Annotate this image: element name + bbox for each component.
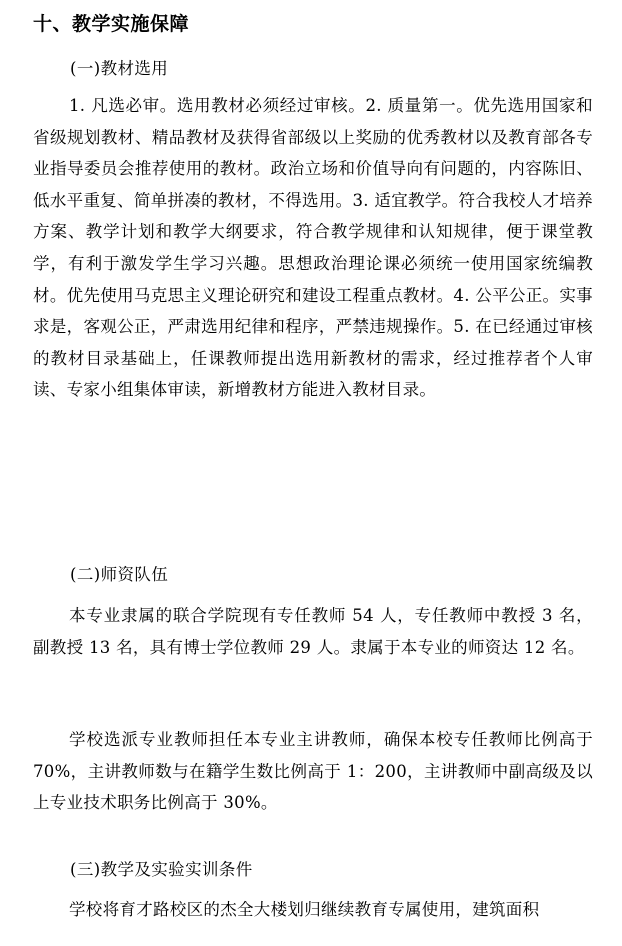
paragraph-textbook-selection: 1. 凡选必审。选用教材必须经过审核。2. 质量第一。优先选用国家和省级规划教材、精品教材及获得省部级以上奖励的优秀教材以及教育部各专业指导委员会推荐使用的教材。政治立场和价值导向有问题的，内容陈旧、低水平重复、简单拼凑的教材，不得选用。3. 适宜教学。符合我校人才培养方案、教学计划和教学大纲要求，符合教学规律和认知规律，便于课堂教学，有利于激发学生学习兴趣。思想政治理论课必须统一使用国家统编教材。优先使用马克思主义理论研究和建设工程重点教材。4. 公平公正。实事求是，客观公正，严肃选用纪律和程序，严禁违规操作。5. 在已经通过审核的教材目录基础上，任课教师提出选用新教材的需求，经过推荐者个人审读、专家小组集体审读，新增教材方能进入教材目录。 (33, 96, 593, 400)
paragraph-faculty-ratio: 学校选派专业教师担任本专业主讲教师，确保本校专任教师比例高于 70%，主讲教师数与在籍学生数比例高于 1：200，主讲教师中副高级及以上专业技术职务比例高于 30%。 (33, 730, 593, 813)
subsection-heading-faculty: (二)师资队伍 (70, 565, 169, 584)
paragraph-faculty-count: 本专业隶属的联合学院现有专任教师 54 人，专任教师中教授 3 名，副教授 13 名，具有博士学位教师 29 人。隶属于本专业的师资达 12 名。 (33, 606, 593, 657)
section-heading: 十、教学实施保障 (33, 13, 190, 35)
subsection-heading-textbooks: (一)教材选用 (70, 59, 169, 78)
subsection-heading-facilities: (三)教学及实验实训条件 (70, 860, 253, 879)
paragraph-facilities: 学校将育才路校区的杰全大楼划归继续教育专属使用，建筑面积 (69, 900, 540, 919)
